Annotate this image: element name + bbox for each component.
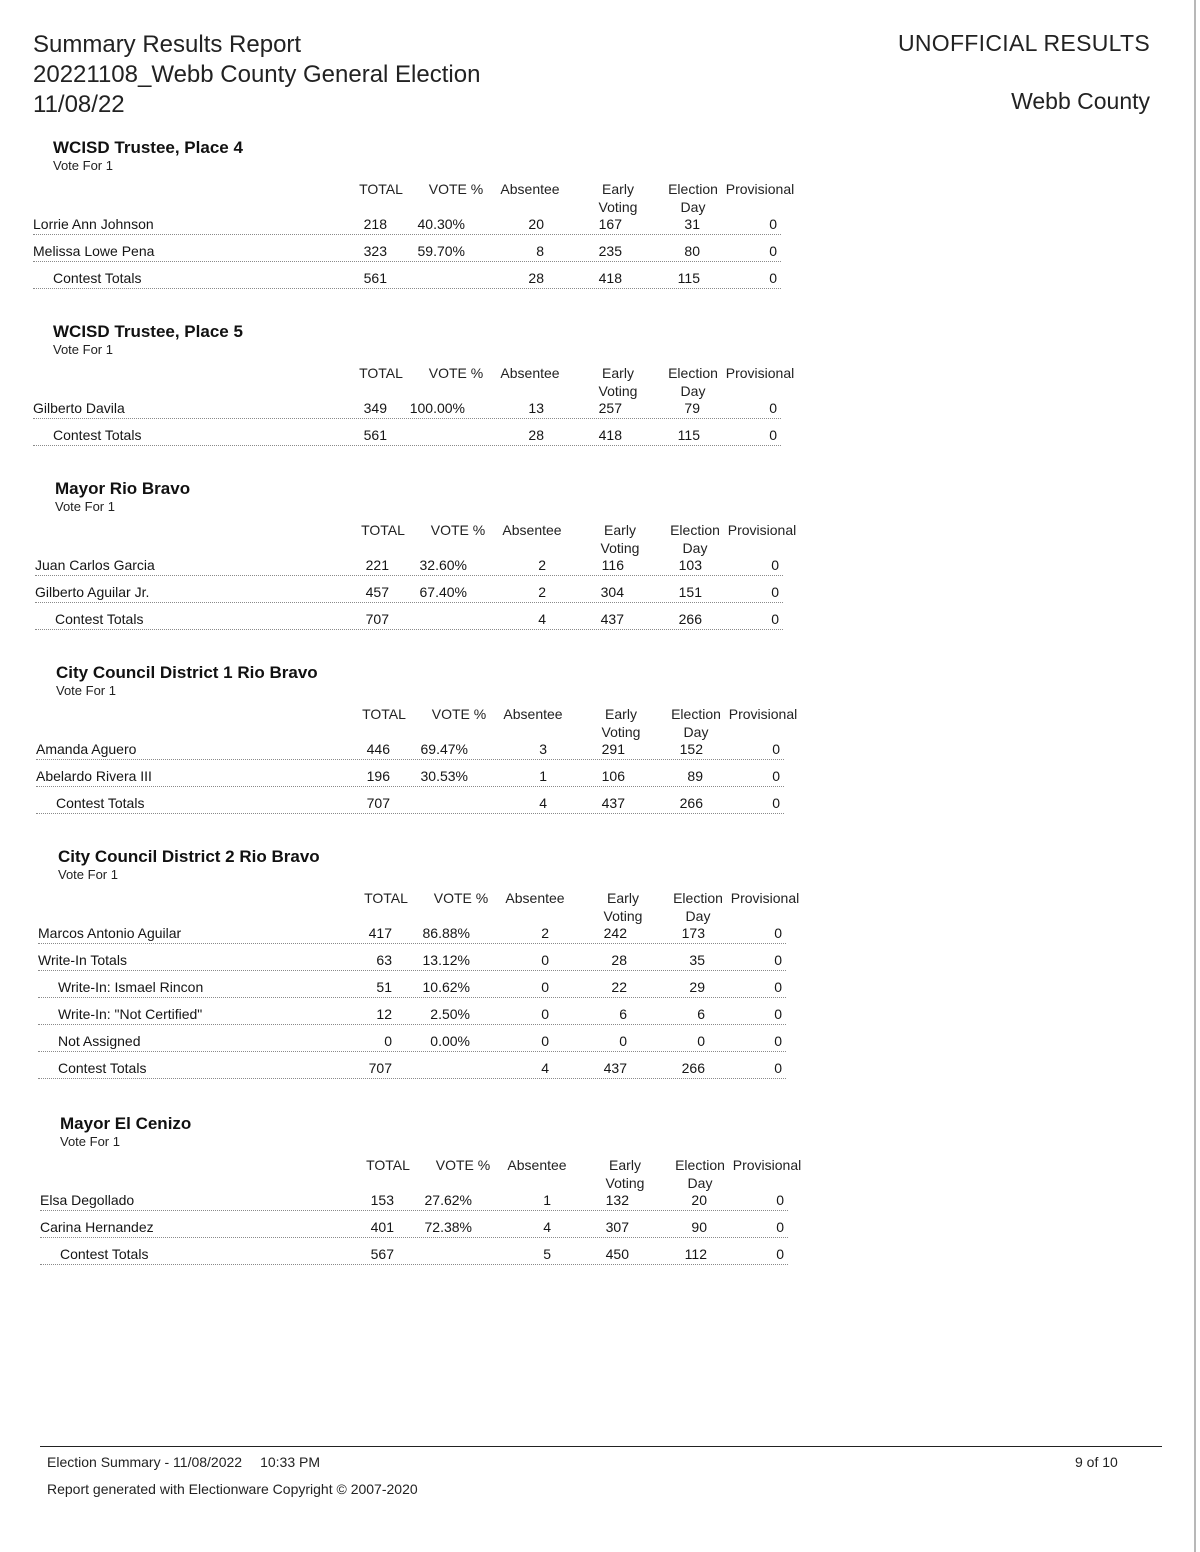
vote-percent: 72.38% (424, 1219, 472, 1235)
vote-for-label: Vote For 1 (53, 342, 113, 357)
vote-percent: 27.62% (424, 1192, 472, 1208)
early-voting-votes: 450 (605, 1246, 629, 1262)
candidate-name: Write-In: "Not Certified" (58, 1006, 203, 1022)
col-header-provisional (725, 889, 805, 907)
col-header-text: Absentee (500, 181, 560, 197)
vote-percent: 69.47% (420, 741, 468, 757)
total-votes: 707 (366, 795, 390, 811)
total-votes: 707 (368, 1060, 392, 1076)
candidate-name: Contest Totals (53, 270, 142, 286)
contest-totals-row (40, 1237, 788, 1265)
early-voting-votes: 28 (611, 952, 627, 968)
absentee-votes: 28 (528, 270, 544, 286)
col-header-provisional (720, 364, 800, 382)
candidate-row (36, 732, 784, 760)
col-header-absentee (497, 1156, 577, 1174)
col-header-total (344, 705, 424, 723)
early-voting-votes: 106 (601, 768, 625, 784)
candidate-row (40, 1210, 788, 1238)
col-header-total (341, 364, 421, 382)
candidate-name: Melissa Lowe Pena (33, 243, 155, 259)
contest-section (38, 847, 838, 1086)
vote-for-label: Vote For 1 (55, 499, 115, 514)
col-header-absentee (490, 364, 570, 382)
election-day-votes: 6 (697, 1006, 705, 1022)
vote-for-label: Vote For 1 (53, 158, 113, 173)
provisional-votes: 0 (769, 243, 777, 259)
election-day-votes: 20 (691, 1192, 707, 1208)
candidate-row (38, 943, 786, 971)
col-header-text: Voting (603, 908, 643, 924)
election-day-votes: 115 (677, 270, 700, 286)
vote-percent: 0.00% (430, 1033, 470, 1049)
footer-time: 10:33 PM (260, 1454, 321, 1470)
absentee-votes: 4 (543, 1219, 551, 1235)
provisional-votes: 0 (769, 427, 777, 443)
vote-percent: 40.30% (417, 216, 465, 232)
election-day-votes: 112 (684, 1246, 707, 1262)
provisional-votes: 0 (776, 1246, 784, 1262)
col-header-text: Election (675, 1157, 725, 1173)
total-votes: 567 (370, 1246, 394, 1262)
election-day-votes: 29 (689, 979, 705, 995)
election-day-votes: 151 (678, 584, 702, 600)
provisional-votes: 0 (776, 1192, 784, 1208)
candidate-row (38, 970, 786, 998)
contest-title: City Council District 2 Rio Bravo (58, 847, 320, 866)
contest-title: WCISD Trustee, Place 4 (53, 138, 243, 157)
election-day-votes: 266 (681, 1060, 705, 1076)
absentee-votes: 1 (539, 768, 547, 784)
provisional-votes: 0 (774, 952, 782, 968)
col-header-text: Day (680, 199, 706, 215)
candidate-name: Marcos Antonio Aguilar (38, 925, 182, 941)
col-header-text: Absentee (500, 365, 560, 381)
early-voting-votes: 22 (611, 979, 627, 995)
col-header-vote-pct (416, 180, 496, 198)
candidate-name: Contest Totals (58, 1060, 147, 1076)
col-header-text: Election (668, 181, 718, 197)
col-header-text: TOTAL (359, 365, 403, 381)
total-votes: 349 (363, 400, 387, 416)
provisional-votes: 0 (771, 584, 779, 600)
col-header-text: Provisional (725, 181, 795, 197)
early-voting-votes: 291 (601, 741, 625, 757)
provisional-votes: 0 (769, 270, 777, 286)
col-header-text: Election (673, 890, 723, 906)
col-header-text: Early (605, 706, 637, 722)
col-header-text: VOTE % (428, 181, 484, 197)
col-header-text: Absentee (503, 706, 563, 722)
report-title: Summary Results Report (33, 31, 302, 58)
early-voting-votes: 437 (600, 611, 624, 627)
total-votes: 51 (376, 979, 392, 995)
col-header-total (343, 521, 423, 539)
candidate-row (38, 1024, 786, 1052)
contest-totals-row (38, 1051, 786, 1079)
contest-title: Mayor El Cenizo (60, 1114, 192, 1133)
candidate-name: Gilberto Aguilar Jr. (35, 584, 150, 600)
col-header-text: Voting (598, 383, 638, 399)
col-header-vote-pct (423, 1156, 503, 1174)
provisional-votes: 0 (774, 925, 782, 941)
col-header-provisional (722, 521, 802, 539)
candidate-name: Contest Totals (53, 427, 142, 443)
contest-totals-row (33, 261, 781, 289)
contest-totals-row (33, 418, 781, 446)
contest-title: WCISD Trustee, Place 5 (53, 322, 243, 341)
col-header-text: Election (670, 522, 720, 538)
total-votes: 446 (366, 741, 390, 757)
total-votes: 196 (366, 768, 390, 784)
absentee-votes: 4 (541, 1060, 549, 1076)
vote-for-label: Vote For 1 (56, 683, 116, 698)
candidate-name: Lorrie Ann Johnson (33, 216, 154, 232)
col-header-text: Voting (598, 199, 638, 215)
col-header-text: Provisional (725, 365, 795, 381)
col-header-text: Provisional (732, 1157, 802, 1173)
contest-section (33, 322, 833, 453)
total-votes: 153 (370, 1192, 394, 1208)
col-header-text: Absentee (507, 1157, 567, 1173)
candidate-row (38, 997, 786, 1025)
early-voting-votes: 116 (601, 557, 624, 573)
candidate-name: Contest Totals (55, 611, 144, 627)
election-day-votes: 35 (689, 952, 705, 968)
absentee-votes: 13 (528, 400, 544, 416)
contest-section (40, 1114, 840, 1272)
col-header-provisional (723, 705, 803, 723)
col-header-text: Day (680, 383, 706, 399)
candidate-name: Juan Carlos Garcia (35, 557, 155, 573)
contest-title: Mayor Rio Bravo (55, 479, 191, 498)
col-header-text: TOTAL (359, 181, 403, 197)
provisional-votes: 0 (776, 1219, 784, 1235)
results-status: UNOFFICIAL RESULTS (897, 30, 1150, 56)
vote-percent: 67.40% (419, 584, 467, 600)
candidate-name: Gilberto Davila (33, 400, 125, 416)
col-header-vote-pct (416, 364, 496, 382)
absentee-votes: 2 (538, 584, 546, 600)
total-votes: 707 (365, 611, 389, 627)
col-header-total (341, 180, 421, 198)
candidate-row (33, 207, 781, 235)
election-day-votes: 79 (684, 400, 700, 416)
col-header-text: Provisional (730, 890, 800, 906)
col-header-vote-pct (418, 521, 498, 539)
candidate-row (35, 575, 783, 603)
candidate-name: Elsa Degollado (40, 1192, 135, 1208)
col-header-text: TOTAL (366, 1157, 410, 1173)
early-voting-votes: 0 (619, 1033, 627, 1049)
total-votes: 417 (368, 925, 392, 941)
election-day-votes: 90 (691, 1219, 707, 1235)
contest-section (33, 138, 833, 296)
col-header-text: Provisional (728, 706, 798, 722)
total-votes: 0 (384, 1033, 392, 1049)
total-votes: 457 (365, 584, 389, 600)
col-header-text: TOTAL (361, 522, 405, 538)
col-header-text: Voting (600, 540, 640, 556)
provisional-votes: 0 (774, 1060, 782, 1076)
early-voting-votes: 235 (598, 243, 622, 259)
vote-percent: 13.12% (422, 952, 470, 968)
col-header-text: Election (668, 365, 718, 381)
provisional-votes: 0 (771, 557, 779, 573)
candidate-row (38, 916, 786, 944)
col-header-absentee (490, 180, 570, 198)
col-header-text: VOTE % (430, 522, 486, 538)
footer-summary (47, 1454, 320, 1470)
col-header-total (346, 889, 426, 907)
absentee-votes: 20 (528, 216, 544, 232)
contest-title: City Council District 1 Rio Bravo (56, 663, 318, 682)
vote-percent: 30.53% (420, 768, 468, 784)
candidate-row (33, 234, 781, 262)
election-day-votes: 266 (678, 611, 702, 627)
total-votes: 221 (365, 557, 389, 573)
col-header-text: VOTE % (428, 365, 484, 381)
col-header-absentee (492, 521, 572, 539)
contest-totals-row (35, 602, 783, 630)
col-header-text: VOTE % (435, 1157, 491, 1173)
total-votes: 323 (363, 243, 387, 259)
page-number: 9 of 10 (1075, 1454, 1118, 1470)
col-header-vote-pct (419, 705, 499, 723)
election-day-votes: 80 (684, 243, 700, 259)
election-day-votes: 173 (681, 925, 705, 941)
col-header-total (348, 1156, 428, 1174)
absentee-votes: 0 (541, 1033, 549, 1049)
absentee-votes: 0 (541, 1006, 549, 1022)
candidate-name: Contest Totals (56, 795, 145, 811)
col-header-text: Day (683, 724, 709, 740)
total-votes: 561 (363, 270, 387, 286)
election-day-votes: 0 (697, 1033, 705, 1049)
col-header-text: Voting (605, 1175, 645, 1191)
early-voting-votes: 167 (598, 216, 622, 232)
col-header-text: VOTE % (433, 890, 489, 906)
provisional-votes: 0 (774, 1033, 782, 1049)
candidate-row (36, 759, 784, 787)
early-voting-votes: 418 (598, 427, 622, 443)
absentee-votes: 2 (538, 557, 546, 573)
election-day-votes: 103 (678, 557, 702, 573)
footer-summary-text: Election Summary - 11/08/2022 (47, 1454, 243, 1470)
provisional-votes: 0 (774, 1006, 782, 1022)
absentee-votes: 1 (543, 1192, 551, 1208)
election-day-votes: 115 (677, 427, 700, 443)
absentee-votes: 4 (539, 795, 547, 811)
total-votes: 12 (376, 1006, 392, 1022)
contest-totals-row (36, 786, 784, 814)
provisional-votes: 0 (769, 400, 777, 416)
col-header-text: Day (685, 908, 711, 924)
absentee-votes: 5 (543, 1246, 551, 1262)
election-name: 20221108_Webb County General Election (33, 61, 481, 88)
absentee-votes: 0 (541, 979, 549, 995)
candidate-name: Carina Hernandez (40, 1219, 154, 1235)
col-header-text: Election (671, 706, 721, 722)
vote-percent: 59.70% (417, 243, 465, 259)
election-day-votes: 31 (684, 216, 700, 232)
report-header (33, 30, 480, 120)
col-header-absentee (493, 705, 573, 723)
vote-percent: 2.50% (430, 1006, 470, 1022)
candidate-name: Not Assigned (58, 1033, 141, 1049)
col-header-text: TOTAL (362, 706, 406, 722)
provisional-votes: 0 (772, 741, 780, 757)
election-day-votes: 89 (687, 768, 703, 784)
early-voting-votes: 307 (605, 1219, 629, 1235)
col-header-text: Day (682, 540, 708, 556)
provisional-votes: 0 (774, 979, 782, 995)
vote-percent: 86.88% (422, 925, 470, 941)
candidate-row (33, 391, 781, 419)
early-voting-votes: 242 (603, 925, 627, 941)
election-date: 11/08/22 (33, 91, 125, 118)
early-voting-votes: 437 (603, 1060, 627, 1076)
col-header-text: Early (604, 522, 636, 538)
absentee-votes: 0 (541, 952, 549, 968)
candidate-name: Abelardo Rivera III (36, 768, 152, 784)
total-votes: 63 (376, 952, 392, 968)
provisional-votes: 0 (772, 768, 780, 784)
vote-percent: 100.00% (409, 400, 465, 416)
candidate-name: Write-In Totals (38, 952, 127, 968)
footer-generated: Report generated with Electionware Copyright © 2007-2020 (47, 1481, 418, 1497)
absentee-votes: 2 (541, 925, 549, 941)
col-header-text: Voting (601, 724, 641, 740)
vote-for-label: Vote For 1 (60, 1134, 120, 1149)
absentee-votes: 8 (536, 243, 544, 259)
col-header-provisional (727, 1156, 807, 1174)
early-voting-votes: 304 (600, 584, 624, 600)
total-votes: 218 (363, 216, 387, 232)
election-day-votes: 266 (679, 795, 703, 811)
col-header-text: Early (602, 181, 634, 197)
provisional-votes: 0 (772, 795, 780, 811)
col-header-text: Provisional (727, 522, 797, 538)
col-header-absentee (495, 889, 575, 907)
early-voting-votes: 132 (605, 1192, 629, 1208)
absentee-votes: 28 (528, 427, 544, 443)
candidate-name: Amanda Aguero (36, 741, 137, 757)
early-voting-votes: 437 (601, 795, 625, 811)
col-header-text: Early (602, 365, 634, 381)
col-header-vote-pct (421, 889, 501, 907)
election-day-votes: 152 (679, 741, 703, 757)
contest-section (35, 479, 835, 637)
col-header-text: Early (607, 890, 639, 906)
provisional-votes: 0 (771, 611, 779, 627)
scan-edge-line (1194, 0, 1196, 1552)
candidate-name: Write-In: Ismael Rincon (58, 979, 204, 995)
provisional-votes: 0 (769, 216, 777, 232)
absentee-votes: 3 (539, 741, 547, 757)
vote-percent: 10.62% (422, 979, 470, 995)
vote-percent: 32.60% (419, 557, 467, 573)
candidate-row (35, 548, 783, 576)
col-header-text: Day (687, 1175, 713, 1191)
early-voting-votes: 6 (619, 1006, 627, 1022)
footer-divider (40, 1446, 1162, 1447)
candidate-name: Contest Totals (60, 1246, 149, 1262)
col-header-provisional (720, 180, 800, 198)
col-header-text: Absentee (502, 522, 562, 538)
contest-section (36, 663, 836, 821)
absentee-votes: 4 (538, 611, 546, 627)
county-name: Webb County (1011, 88, 1150, 114)
early-voting-votes: 257 (598, 400, 622, 416)
vote-for-label: Vote For 1 (58, 867, 118, 882)
total-votes: 401 (370, 1219, 394, 1235)
col-header-text: Absentee (505, 890, 565, 906)
candidate-row (40, 1183, 788, 1211)
early-voting-votes: 418 (598, 270, 622, 286)
col-header-text: Early (609, 1157, 641, 1173)
col-header-text: VOTE % (431, 706, 487, 722)
col-header-text: TOTAL (364, 890, 408, 906)
total-votes: 561 (363, 427, 387, 443)
